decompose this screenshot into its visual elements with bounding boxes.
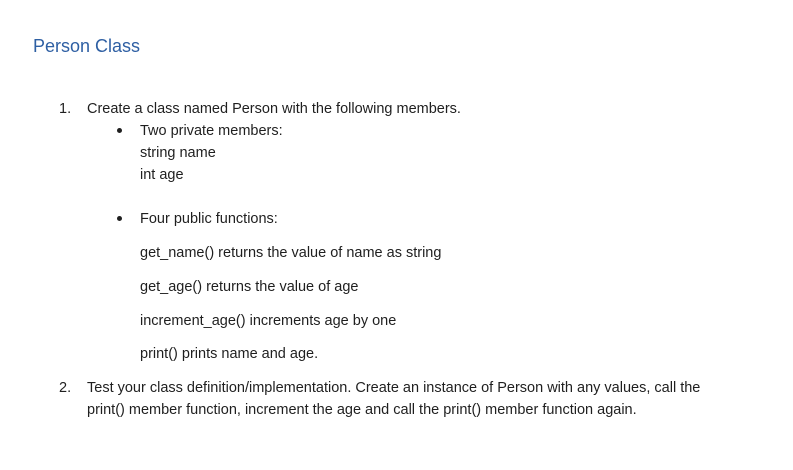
list-number-1: 1.: [59, 101, 72, 117]
page-title: Person Class: [33, 36, 141, 56]
list-item-1-text: Create a class named Person with the following members.: [87, 101, 461, 117]
function-increment-age: increment_age() increments age by one: [140, 313, 397, 329]
bullet-public-functions: Four public functions:: [140, 211, 278, 227]
list-item-2-line-2: print() member function, increment the age and call the print() member function again.: [87, 402, 637, 418]
function-get-name: get_name() returns the value of name as string: [140, 245, 442, 261]
function-get-age: get_age() returns the value of age: [140, 279, 359, 295]
list-item-2-line-1: Test your class definition/implementation. Create an instance of Person with any values, call the: [87, 380, 701, 396]
list-number-2: 2.: [59, 380, 72, 396]
function-print: print() prints name and age.: [140, 346, 319, 362]
member-string-name: string name: [140, 145, 216, 161]
bullet-icon: [117, 128, 122, 133]
member-int-age: int age: [140, 167, 184, 183]
bullet-icon: [117, 216, 122, 221]
bullet-private-members: Two private members:: [140, 123, 283, 139]
